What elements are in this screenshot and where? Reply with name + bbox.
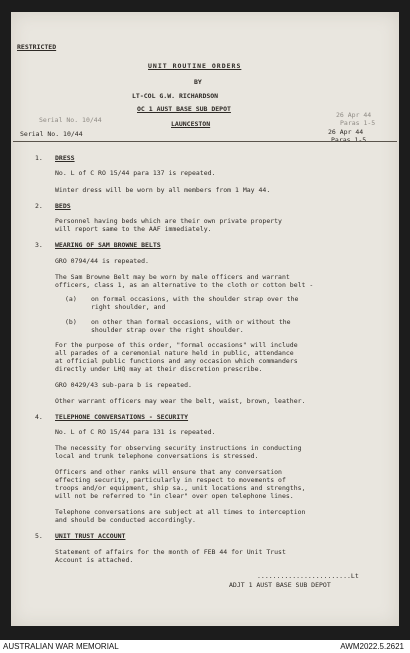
header-divider — [13, 141, 397, 142]
paras-range: Paras 1-5 — [331, 136, 367, 144]
section-3-sub-a-label: (a) — [65, 295, 77, 303]
section-1-number: 1. — [35, 154, 43, 162]
section-4-line: The necessity for observing security instructions in conducting — [55, 444, 302, 452]
section-4-line: troops and/or equipment, ship sa., unit locations and strengths, — [55, 484, 306, 492]
title-line-4: OC 1 AUST BASE SUB DEPOT — [137, 105, 231, 113]
section-4-line: will not be referred to "in clear" over open telephone lines. — [55, 492, 294, 500]
section-3-after-line: all parades of a ceremonial nature held in public, attendance — [55, 349, 294, 357]
section-4-line: Telephone conversations are subject at all times to interception — [55, 508, 306, 516]
footer-institution: AUSTRALIAN WAR MEMORIAL — [3, 642, 119, 651]
section-4-line: Officers and other ranks will ensure that any conversation — [55, 468, 282, 476]
classification-label: RESTRICTED — [17, 43, 57, 51]
section-1-heading: DRESS — [55, 154, 75, 162]
title-line-1: UNIT ROUTINE ORDERS — [148, 62, 242, 70]
section-5-number: 5. — [35, 532, 43, 540]
section-3-number: 3. — [35, 241, 43, 249]
section-3-sub-b-label: (b) — [65, 318, 77, 326]
faint-date: 26 Apr 44 — [336, 111, 372, 119]
title-line-5: LAUNCESTON — [171, 120, 211, 128]
section-3-after-line: at official public functions and any occasion which commanders — [55, 357, 298, 365]
section-3-after-line: For the purpose of this order, "formal occasions" will include — [55, 341, 298, 349]
faint-paras: Paras 1-5 — [340, 119, 376, 127]
section-3-after-line: GRO 0429/43 sub-para b is repeated. — [55, 381, 192, 389]
section-3-sub-b-line: on other than formal occasions, with or without the — [91, 318, 291, 326]
serial-number: Serial No. 10/44 — [20, 130, 83, 138]
section-2-heading: BEDS — [55, 202, 71, 210]
section-3-after-line: Other warrant officers may wear the belt, waist, brown, leather. — [55, 397, 306, 405]
document-page — [11, 12, 399, 626]
section-4-number: 4. — [35, 413, 43, 421]
section-3-sub-b-line: shoulder strap over the right shoulder. — [91, 326, 244, 334]
section-4-line: No. L of C RO 15/44 para 131 is repeated. — [55, 428, 216, 436]
section-4-line: local and trunk telephone conversations is stressed. — [55, 452, 259, 460]
title-line-2: BY — [194, 78, 202, 86]
signature-block: ADJT 1 AUST BASE SUB DEPOT — [229, 581, 331, 589]
section-3-line: officers, class 1, as an alternative to the cloth or cotton belt - — [55, 281, 314, 289]
section-1-line: Winter dress will be worn by all members from 1 May 44. — [55, 186, 271, 194]
section-3-line: The Sam Browne Belt may be worn by male officers and warrant — [55, 273, 290, 281]
section-5-heading: UNIT TRUST ACCOUNT — [55, 532, 126, 540]
signature-dots: ........................Lt — [257, 572, 359, 580]
section-4-line: and should be conducted accordingly. — [55, 516, 196, 524]
section-3-line: GRO 0794/44 is repeated. — [55, 257, 149, 265]
footer-accession-number: AWM2022.5.2621 — [340, 642, 404, 651]
section-4-line: effecting security, particularly in respect to movements of — [55, 476, 286, 484]
archive-footer — [0, 640, 410, 653]
section-3-sub-a-line: right shoulder, and — [91, 303, 166, 311]
section-3-after-line: directly under LHQ may at their discretion prescribe. — [55, 365, 263, 373]
section-2-line: Personnel having beds which are their own private property — [55, 217, 282, 225]
section-4-heading: TELEPHONE CONVERSATIONS - SECURITY — [55, 413, 189, 421]
section-2-line: will report same to the AAF immediately. — [55, 225, 212, 233]
title-line-3: LT-COL G.W. RICHARDSON — [132, 92, 219, 100]
section-2-number: 2. — [35, 202, 43, 210]
section-3-sub-a-line: on formal occasions, with the shoulder strap over the — [91, 295, 299, 303]
order-date: 26 Apr 44 — [328, 128, 364, 136]
section-3-heading: WEARING OF SAM BROWNE BELTS — [55, 241, 161, 249]
section-1-line: No. L of C RO 15/44 para 137 is repeated. — [55, 169, 216, 177]
faint-serial: Serial No. 10/44 — [39, 116, 102, 124]
section-5-line: Account is attached. — [55, 556, 134, 564]
section-5-line: Statement of affairs for the month of FEB 44 for Unit Trust — [55, 548, 286, 556]
